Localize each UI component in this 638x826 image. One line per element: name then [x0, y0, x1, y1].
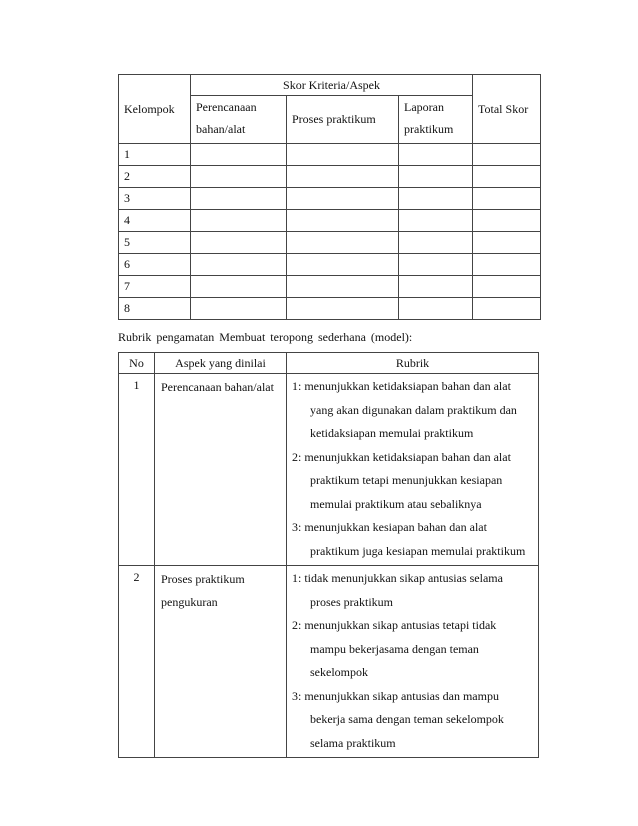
header-proses	[287, 96, 399, 144]
rubric-item	[292, 567, 534, 614]
header-proses-label: Proses praktikum	[292, 112, 376, 126]
score-cell	[473, 188, 541, 210]
rubric-item	[292, 516, 534, 563]
rubric-header-rubrik: Rubrik	[287, 353, 539, 374]
header-kelompok	[119, 75, 191, 144]
rubric-line: sekelompok	[310, 665, 368, 679]
rubric-header-no: No	[119, 353, 155, 374]
table-row	[119, 166, 541, 188]
score-cell	[287, 276, 399, 298]
header-laporan	[399, 96, 473, 144]
header-kelompok-label: Kelompok	[124, 101, 175, 116]
header-total-skor	[473, 75, 541, 144]
score-cell	[399, 166, 473, 188]
rubric-caption: Rubrik pengamatan Membuat teropong sederhana (model):	[118, 330, 413, 344]
row-number: 5	[119, 232, 191, 254]
row-number: 6	[119, 254, 191, 276]
rubric-row-aspect	[155, 566, 287, 758]
row-number: 4	[119, 210, 191, 232]
rubric-row-aspect	[155, 374, 287, 566]
table-row	[119, 276, 541, 298]
score-cell	[287, 188, 399, 210]
score-cell	[399, 144, 473, 166]
rubric-item	[292, 614, 534, 685]
score-cell	[473, 298, 541, 320]
rubric-row-no: 2	[119, 566, 155, 758]
rubric-line: bekerja sama dengan teman sekelompok	[310, 712, 504, 726]
score-cell	[473, 166, 541, 188]
table-row	[119, 298, 541, 320]
score-cell	[473, 144, 541, 166]
rubric-line: praktikum juga kesiapan memulai praktikum	[310, 543, 526, 558]
rubric-line: proses praktikum	[310, 594, 393, 609]
rubric-item	[292, 375, 534, 446]
rubric-line: yang akan digunakan dalam praktikum dan	[310, 402, 517, 417]
score-cell	[287, 232, 399, 254]
table-row	[119, 232, 541, 254]
header-skor-kriteria	[191, 75, 473, 96]
aspect-line: Perencanaan bahan/alat	[161, 380, 274, 394]
rubric-row-criteria	[287, 566, 539, 758]
score-cell	[473, 276, 541, 298]
rubric-line: memulai praktikum atau sebaliknya	[310, 496, 482, 511]
rubric-line: 2: menunjukkan sikap antusias tetapi tidak	[292, 618, 497, 632]
header-skor-kriteria-label: Skor Kriteria/Aspek	[283, 78, 380, 92]
score-cell	[473, 232, 541, 254]
rubric-row-no: 1	[119, 374, 155, 566]
table-row	[119, 254, 541, 276]
rubric-table	[118, 352, 539, 758]
header-total-skor-label: Total Skor	[478, 101, 529, 116]
score-cell	[191, 144, 287, 166]
score-cell	[191, 276, 287, 298]
rubric-line: 3: menunjukkan kesiapan bahan dan alat	[292, 520, 487, 534]
score-cell	[473, 254, 541, 276]
score-cell	[287, 144, 399, 166]
table-row	[119, 566, 539, 758]
score-cell	[287, 210, 399, 232]
score-cell	[191, 298, 287, 320]
rubric-line: ketidaksiapan memulai praktikum	[310, 426, 474, 440]
header-laporan-line-2: praktikum	[404, 122, 454, 136]
score-cell	[399, 254, 473, 276]
score-cell	[473, 210, 541, 232]
row-number: 1	[119, 144, 191, 166]
score-cell	[287, 254, 399, 276]
row-number: 8	[119, 298, 191, 320]
score-cell	[191, 188, 287, 210]
score-cell	[399, 232, 473, 254]
rubric-header-row	[119, 353, 539, 374]
rubric-line: 1: menunjukkan ketidaksiapan bahan dan alat	[292, 379, 511, 393]
rubric-line: mampu bekerjasama dengan teman	[310, 641, 479, 656]
score-cell	[399, 276, 473, 298]
rubric-line: 3: menunjukkan sikap antusias dan mampu	[292, 688, 499, 703]
score-cell	[191, 210, 287, 232]
rubric-line: 1: tidak menunjukkan sikap antusias selama	[292, 571, 503, 585]
rubric-item	[292, 446, 534, 517]
score-table	[118, 74, 541, 320]
header-perencanaan	[191, 96, 287, 144]
rubric-row-criteria	[287, 374, 539, 566]
score-cell	[399, 188, 473, 210]
row-number: 2	[119, 166, 191, 188]
score-cell	[399, 210, 473, 232]
rubric-line: selama praktikum	[310, 735, 396, 750]
table-row	[119, 210, 541, 232]
aspect-line: pengukuran	[161, 595, 218, 609]
header-laporan-line-1: Laporan	[404, 100, 444, 114]
score-cell	[287, 298, 399, 320]
score-cell	[287, 166, 399, 188]
score-cell	[191, 166, 287, 188]
aspect-line: Proses praktikum	[161, 572, 245, 586]
table-row	[119, 188, 541, 210]
score-cell	[191, 254, 287, 276]
rubric-line: 2: menunjukkan ketidaksiapan bahan dan alat	[292, 449, 511, 464]
header-perencanaan-line-2: bahan/alat	[196, 122, 246, 136]
score-cell	[399, 298, 473, 320]
table-row	[119, 144, 541, 166]
score-cell	[191, 232, 287, 254]
row-number: 7	[119, 276, 191, 298]
rubric-header-aspek: Aspek yang dinilai	[155, 353, 287, 374]
header-perencanaan-line-1: Perencanaan	[196, 100, 257, 114]
rubric-line: praktikum tetapi menunjukkan kesiapan	[310, 473, 503, 487]
table-row	[119, 374, 539, 566]
row-number: 3	[119, 188, 191, 210]
rubric-item	[292, 685, 534, 756]
